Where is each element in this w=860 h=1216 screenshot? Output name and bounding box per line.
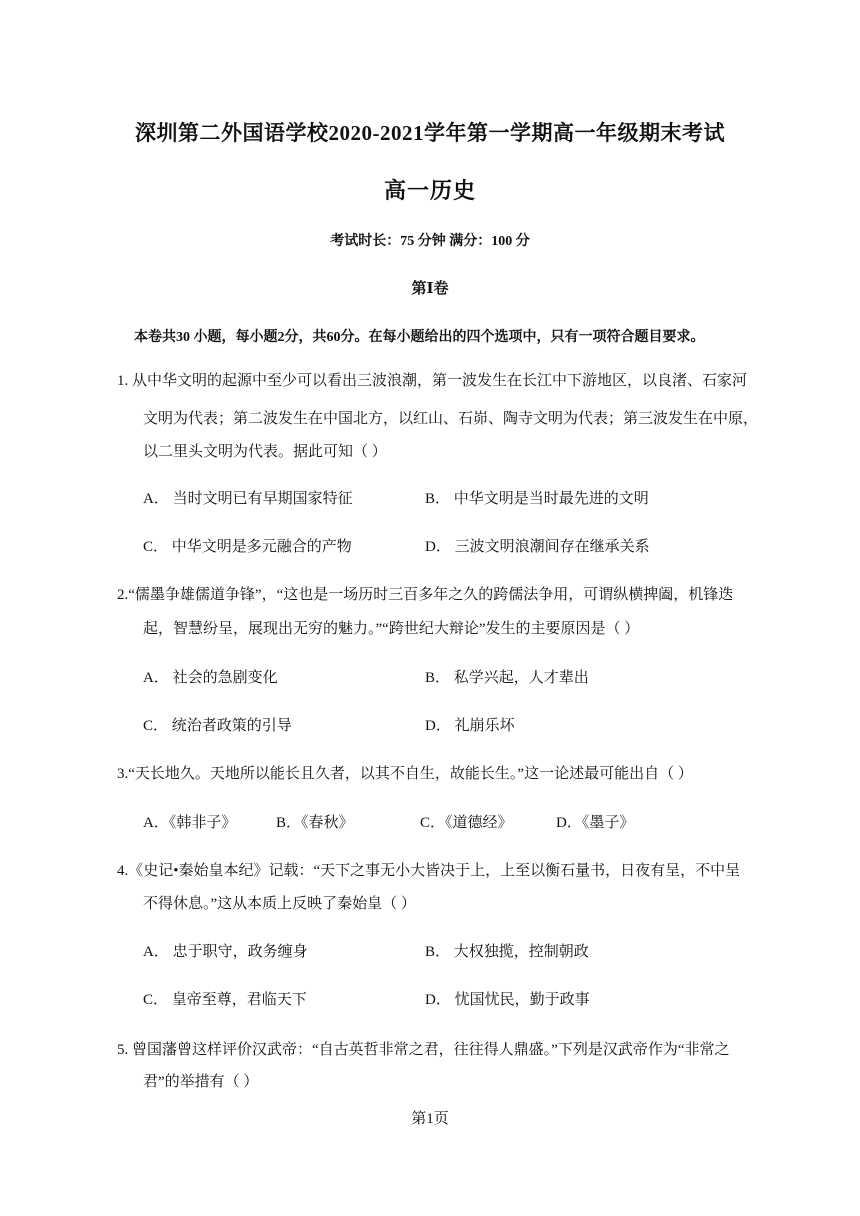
question-4-option-a: A． 忠于职守，政务缠身 bbox=[143, 944, 308, 960]
question-3-option-a: A．《韩非子》 bbox=[143, 815, 237, 831]
question-2-option-c: C． 统治者政策的引导 bbox=[143, 718, 292, 734]
question-4-line-2: 不得休息。”这从本质上反映了秦始皇（ ） bbox=[143, 896, 416, 912]
question-2-option-a: A． 社会的急剧变化 bbox=[143, 670, 278, 686]
question-1-option-d: D． 三波文明浪潮间存在继承关系 bbox=[425, 539, 650, 555]
question-1-line-1: 1. 从中华文明的起源中至少可以看出三波浪潮，第一波发生在长江中下游地区，以良渚、石家河 bbox=[117, 373, 748, 389]
question-4-option-b: B． 大权独揽，控制朝政 bbox=[425, 944, 589, 960]
volume-heading: 第Ⅰ卷 bbox=[411, 281, 449, 297]
exam-title: 深圳第二外国语学校2020-2021学年第一学期高一年级期末考试 bbox=[135, 121, 725, 145]
question-3-option-c: C．《道德经》 bbox=[420, 815, 513, 831]
question-2-line-1: 2.“儒墨争雄儒道争锋”，“这也是一场历时三百多年之久的跨儒法争用，可谓纵横捭阖，机锋迭 bbox=[117, 587, 734, 603]
question-1-line-2: 文明为代表；第二波发生在中国北方，以红山、石峁、陶寺文明为代表；第三波发生在中原， bbox=[143, 411, 759, 427]
question-3-line-1: 3.“天长地久。天地所以能长且久者，以其不自生，故能长生。”这一论述最可能出自（ ） bbox=[117, 766, 693, 782]
page-number: 第1页 bbox=[411, 1111, 449, 1127]
question-1-option-b: B． 中华文明是当时最先进的文明 bbox=[425, 491, 649, 507]
question-4-line-1: 4.《史记•秦始皇本纪》记载：“天下之事无小大皆决于上，上至以衡石量书，日夜有呈，不中呈 bbox=[117, 863, 741, 879]
subject-title: 高一历史 bbox=[383, 178, 476, 203]
exam-meta: 考试时长：75 分钟 满分：100 分 bbox=[330, 234, 530, 249]
question-3-option-b: B．《春秋》 bbox=[276, 815, 354, 831]
section-instruction: 本卷共30 小题，每小题2分，共60分。在每小题给出的四个选项中，只有一项符合题目要求。 bbox=[134, 330, 705, 345]
question-1-option-a: A． 当时文明已有早期国家特征 bbox=[143, 491, 353, 507]
question-2-line-2: 起，智慧纷呈，展现出无穷的魅力。”“跨世纪大辩论”发生的主要原因是（ ） bbox=[143, 621, 640, 637]
question-4-option-c: C． 皇帝至尊，君临天下 bbox=[143, 992, 307, 1008]
question-1-line-3: 以二里头文明为代表。据此可知（ ） bbox=[143, 444, 387, 460]
question-5-line-2: 君”的举措有（ ） bbox=[143, 1074, 259, 1090]
question-1-option-c: C． 中华文明是多元融合的产物 bbox=[143, 539, 352, 555]
question-3-option-d: D．《墨子》 bbox=[556, 815, 635, 831]
question-4-option-d: D． 忧国忧民，勤于政事 bbox=[425, 992, 590, 1008]
question-2-option-d: D． 礼崩乐坏 bbox=[425, 718, 515, 734]
question-5-line-1: 5. 曾国藩曾这样评价汉武帝：“自古英哲非常之君，往往得人鼎盛。”下列是汉武帝作为“非常之 bbox=[117, 1042, 730, 1058]
question-2-option-b: B． 私学兴起，人才辈出 bbox=[425, 670, 589, 686]
